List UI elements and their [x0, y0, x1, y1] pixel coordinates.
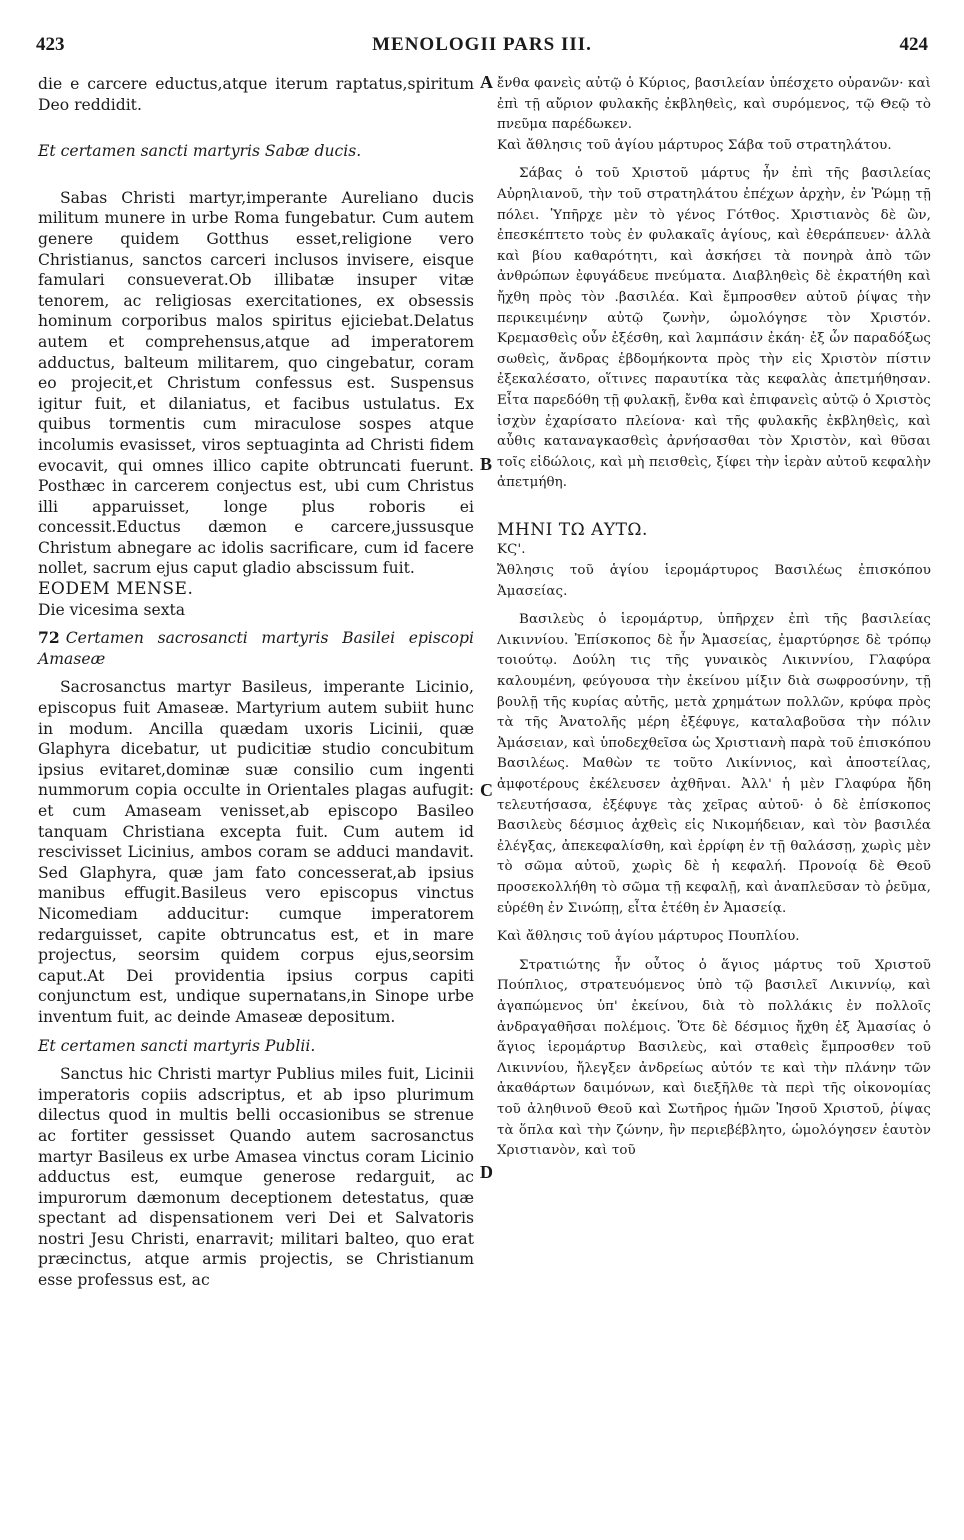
latin-publius-heading: Et certamen sancti martyris Publii.	[38, 1036, 316, 1055]
margin-marker-a: A	[480, 72, 493, 92]
latin-sabas-heading: Et certamen sancti martyris Sabæ ducis.	[38, 142, 362, 161]
greek-column	[497, 74, 931, 1162]
entry-number: 72	[38, 628, 60, 648]
greek-publius-heading: Καὶ ἄθλησις τοῦ ἁγίου μάρτυρος Πουπλίου.	[497, 929, 800, 945]
latin-basil-text: Sacrosanctus martyr Basileus, imperante Licinio, episcopus fuit Amaseæ. Martyrium autem subiit hunc in modum. Ancilla quædam uxoris Licinii, quæ Glaphyra dicebatur, ut pudicitiæ studio concubitum ipsius evitaret,dominæ suæ consilio cum ingenti nummorum copia occulte in Orientales plagas aufugit: et cum Amaseam venisset,ab episcopo Basileo tanquam Christiana excepta fuit. Cum autem id rescivisset Licinius, ambos coram se adduci mandavit. Sed Glaphyra, quæ jam fato concesserat,ab ipsius manibus effugit.Basileus vero episcopus vinctus Nicomediam adducitur: cumque imperatorem redarguisset, capite obtruncatus est, et in mare projectus, seorsim quidem corpus ejus,seorsim caput.At Dei providentia ipsius corpus capiti conjunctum est, undique supernatans,in Sinope urbe inventum fuit, ac deinde Amaseæ depositum.	[38, 678, 474, 1026]
page-number-left: 423	[36, 34, 65, 55]
greek-publius-text: Στρατιώτης ἦν οὗτος ὁ ἅγιος μάρτυς τοῦ Χριστοῦ Πούπλιος, στρατευόμενος ὑπὸ τῷ βασιλεῖ Λικιννίῳ, καὶ ἀγαπώμενος ὑπ' ἐκείνου, διὰ τὸ πολλάκις ἐν πολλοῖς ἀνδραγαθῆσαι πολέμοις. Ὅτε δὲ δέσμιος ἤχθη ἐξ Ἀμασίας ὁ ἅγιος ἱερομάρτυρ Βασιλεὺς, καὶ σταθεὶς ἔμπροσθεν τοῦ Λικιννίου, ἤλεγξεν ἀνδρείως αὐτόν τε καὶ τὴν πλάνην τῶν ἀκαθάρτων δαιμόνων, καὶ διεξῆλθε τὰ περὶ τῆς οἰκονομίας τοῦ ἀληθινοῦ Θεοῦ καὶ Σωτῆρος ἡμῶν Ἰησοῦ Χριστοῦ, ῥίψας τὰ ὅπλα καὶ τὴν ζώνην, ἣν περιεβέβλητο, ὡμολόγησεν ἑαυτὸν Χριστιανὸν, καὶ τοῦ	[497, 957, 931, 1159]
greek-basil-text: Βασιλεὺς ὁ ἱερομάρτυρ, ὑπῆρχεν ἐπὶ τῆς βασιλείας Λικιννίου. Ἐπίσκοπος δὲ ἦν Ἀμασείας, ἐμαρτύρησε δὲ τρόπῳ τοιούτῳ. Δούλη τις τῆς γυναικὸς Λικιννίου, Γλαφύρα καλουμένη, φεύγουσα τὴν ἐκείνου μίξιν διὰ σωφροσύνην, τῇ βουλῇ τῆς κυρίας αὐτῆς, μετὰ χρημάτων πολλῶν, κρύφα πρὸς τὰ τῆς Ἀνατολῆς μέρη ἐξέφυγε, καταλαβοῦσα τὴν πόλιν Ἀμάσειαν, καὶ ὑποδεχθεῖσα ὡς Χριστιανὴ παρὰ τοῦ ἐπισκόπου Βασιλέως. Μαθὼν τε τοῦτο Λικίννιος, καὶ ἀποστείλας, ἀμφοτέρους ἐκέλευσεν ἀχθῆναι. Ἀλλ' ἡ μὲν Γλαφύρα ἤδη τελευτήσασα, ἐξέφυγε τὰς χεῖρας αὐτοῦ· ὁ δὲ ἐπίσκοπος Βασιλεὺς δέσμιος ἀχθεὶς εἰς Νικομήδειαν, καὶ τὸν βασιλέα ἐλέγξας, ἀπεκεφαλίσθη, καὶ ἐρρίφη ἐν τῇ θαλάσσῃ, χωρὶς μὲν τὸ σῶμα αὐτοῦ, χωρὶς δὲ ἡ κεφαλή. Προνοίᾳ δὲ Θεοῦ προσεκολλήθη τὸ σῶμα τῇ κεφαλῇ, καὶ ἀναπλεῦσαν τὸ ῥεῦμα, εὑρέθη ἐν Σινώπῃ, εἶτα ἐτέθη ἐν Ἀμασείᾳ.	[497, 612, 931, 916]
latin-day-heading: Die vicesima sexta	[38, 600, 186, 619]
page-number-right: 424	[899, 34, 928, 55]
greek-day-heading: ΚϚ'.	[497, 542, 526, 558]
margin-marker-d: D	[480, 1162, 493, 1182]
greek-month-heading: ΜΗΝΙ ΤΩ ΑΥΤΩ.	[497, 519, 648, 540]
latin-sabas-text: Sabas Christi martyr,imperante Aureliano ducis militum munere in urbe Roma fungebatur. Cum autem genere quidem Gotthus esset,religione vero Christianus, sanctos carceri inclusos invisere, eisque famulari consueverat.Ob illibatæ insuper vitæ tenorem, ac religiosas exercitationes, ex obsessis hominum corporibus malos spiritus ejiciebat.Delatus autem et comprehensus,atque ad imperatorem adductus, balteum militarem, quo cingebatur, coram eo projecit,et Christum confessus est. Suspensus igitur fuit, et dilaniatus, et facibus ustulatus. Ex quibus tormentis cum miraculose sospes atque incolumis evasisset, viros septuaginta ad Christi fidem evocavit, qui omnes illico capite obtruncati fuerunt. Posthæc in carcerem conjectus est, ubi cum Christus illi apparuisset, longe plus roboris ei concessit.Eductus dæmon e carcere,jussusque Christum abnegare ac idolis sacrificare, cum id facere nollet, sacrum ejus caput gladio abscissum fuit.	[38, 188, 474, 578]
latin-basil-title: Certamen sacrosancti martyris Basilei episcopi Amaseæ	[38, 629, 474, 668]
greek-sabas-text: Σάβας ὁ τοῦ Χριστοῦ μάρτυς ἦν ἐπὶ τῆς βασιλείας Αὐρηλιανοῦ, τὴν τοῦ στρατηλάτου ἐπέχων ἀρχὴν, ἐν Ῥώμῃ τῇ πόλει. Ὑπῆρχε μὲν τὸ γένος Γότθος. Χριστιανὸς δὲ ὢν, ἐπεσκέπτετο τοὺς ἐν φυλακαῖς ἁγίους, καὶ ἐθεράπευεν· ἀλλὰ καὶ βίου καθαρότητι, καὶ ἀσκήσει τὰ πονηρὰ ἀπὸ τῶν ἀνθρώπων ἐφυγάδευε πνεύματα. Διαβληθεὶς δὲ ἐκρατήθη καὶ ἤχθη πρὸς τὸν .βασιλέα. Καὶ ἔμπροσθεν αὐτοῦ ῥίψας τὴν περικειμένην αὐτῷ ζωνὴν, ὡμολόγησε τὸν Χριστόν. Κρεμασθεὶς οὖν ἐξέσθη, καὶ λαμπάσιν ἐκάη· ἐξ ὧν παραδόξως σωθεὶς, ἄνδρας ἑβδομήκοντα πρὸς τὴν εἰς Χριστὸν πίστιν ἐξεκαλέσατο, οἵτινες παραυτίκα τὰς κεφαλὰς ἀπετμήθησαν. Εἶτα παρεδόθη τῇ φυλακῇ, ἔνθα καὶ ἐπιφανεὶς αὐτῷ ὁ Χριστὸς ἰσχὺν ἐχαρίσατο πλείονα· καὶ τῆς φυλακῆς ἐκβληθεὶς, καὶ αὖθις καταναγκασθεὶς ἀρνήσασθαι τὸν Χριστὸν, καὶ θῦσαι τοῖς εἰδώλοις, καὶ μὴ πεισθεὶς, ξίφει τὴν ἱερὰν αὐτοῦ κεφαλὴν ἀπετμήθη.	[497, 166, 931, 491]
latin-basil-heading	[38, 628, 474, 669]
margin-marker-c: C	[480, 780, 493, 800]
latin-intro: die e carcere eductus,atque iterum raptatus,spiritum Deo reddidit.	[38, 75, 474, 114]
running-title: MENOLOGII PARS III.	[372, 34, 592, 55]
margin-marker-b: B	[480, 454, 493, 474]
greek-sabas-heading: Καὶ ἄθλησις τοῦ ἁγίου μάρτυρος Σάβα τοῦ στρατηλάτου.	[497, 137, 892, 153]
greek-intro: ἔνθα φανεὶς αὐτῷ ὁ Κύριος, βασιλείαν ὑπέσχετο οὐρανῶν· καὶ ἐπὶ τῇ αὔριον φυλακῆς ἐκβληθεὶς, καὶ συρόμενος, τῷ Θεῷ τὸ πνεῦμα παρέδωκεν.	[497, 76, 931, 133]
latin-publius-text: Sanctus hic Christi martyr Publius miles fuit, Licinii imperatoris copiis adscriptus, et ab ipso plurimum dilectus quod in multis belli occasionibus se strenue ac fortiter gessisset Quando autem sacrosanctus martyr Basileus ex urbe Amasea vinctus coram Licinio adductus est, eumque generose redarguit, ac impurorum dæmonum deceptionem detestatus, quæ spectant ad dispensationem veri Dei et Salvatoris nostri Jesu Christi, enarravit; militari balteo, quo erat præcinctus, atque armis projectis, se Christianum esse professus est, ac	[38, 1065, 474, 1290]
greek-basil-heading: Ἄθλησις τοῦ ἁγίου ἱερομάρτυρος Βασιλέως ἐπισκόπου Ἀμασείας.	[497, 563, 931, 599]
running-header	[36, 34, 928, 62]
latin-column	[38, 74, 474, 1291]
latin-month-heading: EODEM MENSE.	[38, 579, 194, 600]
